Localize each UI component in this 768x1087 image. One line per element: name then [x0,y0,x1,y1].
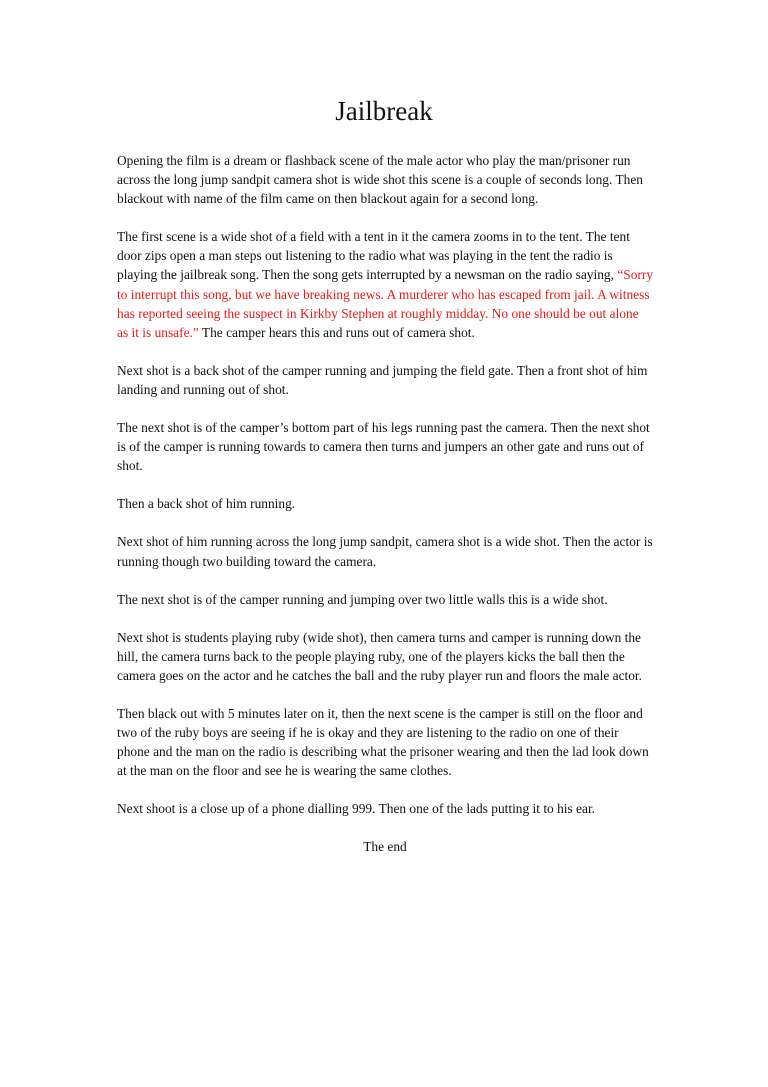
paragraph-walls-shot: The next shot is of the camper running and jumping over two little walls this is a wide shot. [117,591,608,607]
paragraph-first-scene [117,227,653,342]
document-body [117,151,653,857]
paragraph-ruby-players: Next shot is students playing ruby (wide shot), then camera turns and camper is running down the hill, the camera turns back to the people playing ruby, one of the players kicks the ball then the camera goes on the actor and he catches the ball and the ruby player run and floors the male actor. [117,629,642,683]
first-scene-ending: The camper hears this and runs out of camera shot. [198,324,475,340]
the-end-label: The end [363,839,407,855]
radio-news-quote: “Sorry to interrupt this song, but we have breaking news. A murderer who has escaped from jail. A witness has reported seeing the suspect in Kirkby Stephen at roughly midday. No one should be out alone as it is unsafe.” [117,267,654,340]
paragraph-legs-shot: The next shot is of the camper’s bottom part of his legs running past the camera. Then the next shot is of the camper is running towards to camera then turns and jumpers an other gate and runs out of shot. [117,420,650,474]
paragraph-running-back-shot: Then a back shot of him running. [117,496,296,512]
paragraph-blackout: Then black out with 5 minutes later on it, then the next scene is the camper is still on the floor and two of the ruby boys are seeing if he is okay and they are listening to the radio on one of their phone and the man on the radio is describing what the prisoner wearing and then the lad look down at the man on the floor and see he is wearing the same clothes. [117,705,649,779]
document-title [0,94,768,128]
first-scene-text: The first scene is a wide shot of a field with a tent in it the camera zooms in to the tent. The tent door zips open a man steps out listening to the radio what was playing in the tent the radio is playing the jailbreak song. Then the song gets interrupted by a newsman on the radio saying, [117,229,630,283]
paragraph-back-shot-gate: Next shot is a back shot of the camper running and jumping the field gate. Then a front shot of him landing and running out of shot. [117,362,648,397]
paragraph-phone-dialling: Next shoot is a close up of a phone dialling 999. Then one of the lads putting it to his ear. [117,801,596,817]
paragraph-opening: Opening the film is a dream or flashback scene of the male actor who play the man/prisoner run across the long jump sandpit camera shot is wide shot this scene is a couple of seconds long. Then blackout with name of the film came on then blackout again for a second long. [117,153,643,207]
paragraph-sandpit-shot: Next shot of him running across the long jump sandpit, camera shot is a wide shot. Then the actor is running though two building toward the camera. [117,534,653,569]
document-title-text: Jailbreak [335,96,433,126]
